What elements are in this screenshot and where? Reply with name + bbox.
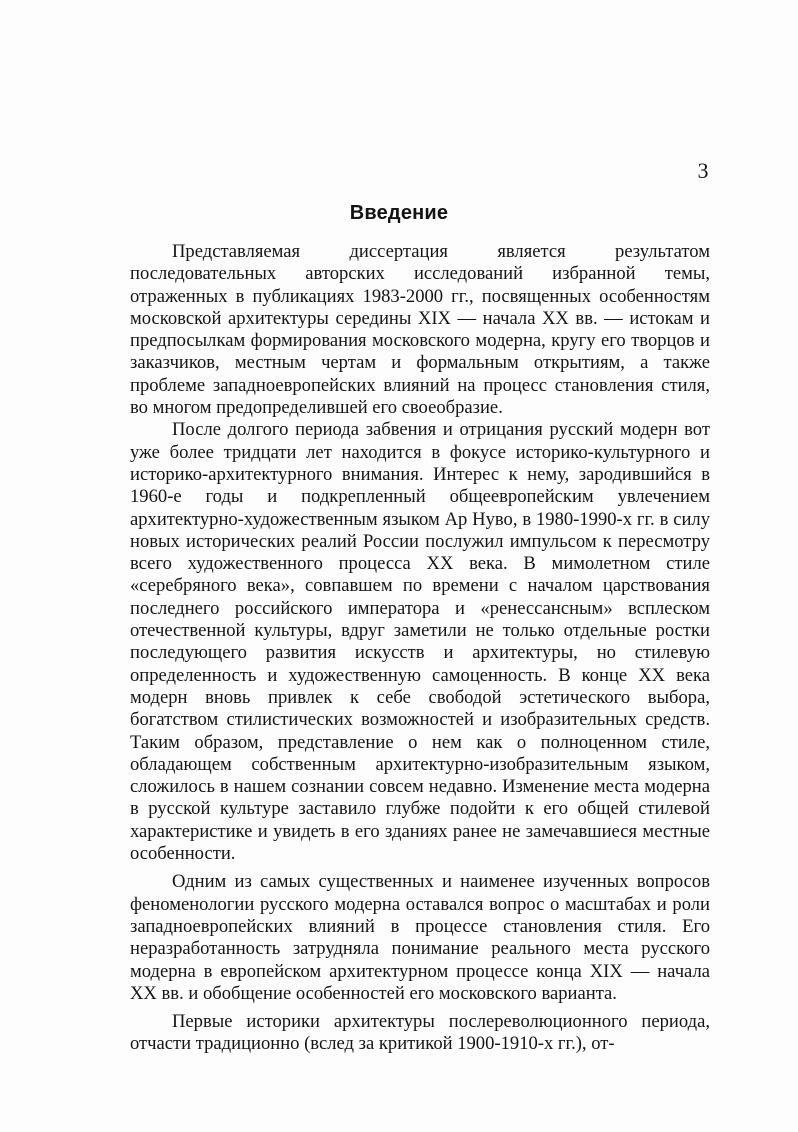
page-title: Введение	[349, 202, 449, 224]
paragraph: Одним из самых существенных и наименее изученных вопросов феноменологии русского модерна оставался вопрос о масштабах и роли западноевропейских влияний в процессе становления стиля. Его неразработанность затрудняла понимание реального места русского модерна в европейском архитектурном процессе конца XIX — начала XX вв. и обобщение особенностей его московского варианта.	[130, 871, 710, 1004]
paragraph: Представляемая диссертация является результатом последовательных авторских исследований избранной темы, отраженных в публикациях 1983-2000 гг., посвященных особенностям московской архитектуры середины XIX — начала XX вв. — истокам и предпосылкам формирования московского модерна, кругу его творцов и заказчиков, местным чертам и формальным открытиям, а также проблеме западноевропейских влияний на процесс становления стиля, во многом предопределившей его своеобразие.	[130, 241, 710, 419]
page-number: 3	[697, 158, 709, 183]
body-text	[130, 241, 710, 1056]
paragraph: Первые историки архитектуры послереволюционного периода, отчасти традиционно (вслед за критикой 1900-1910-х гг.), от-	[130, 1011, 710, 1055]
paragraph: После долгого периода забвения и отрицания русский модерн вот уже более тридцати лет находится в фокусе историко-культурного и историко-архитектурного внимания. Интерес к нему, зародившийся в 1960-е годы и подкрепленный общеевропейским увлечением архитектурно-художественным языком Ар Нуво, в 1980-1990-х гг. в силу новых исторических реалий России послужил импульсом к пересмотру всего художественного процесса XX века. В мимолетном стиле «серебряного века», совпавшем по времени с началом царствования последнего российского императора и «ренессансным» всплеском отечественной культуры, вдруг заметили не только отдельные ростки последующего развития искусств и архитектуры, но стилевую определенность и художественную самоценность. В конце XX века модерн вновь привлек к себе свободой эстетического выбора, богатством стилистических возможностей и изобразительных средств. Таким образом, представление о нем как о полноценном стиле, обладающем собственным архитектурно-изобразительным языком, сложилось в нашем сознании совсем недавно. Изменение места модерна в русской культуре заставило глубже подойти к его общей стилевой характеристике и увидеть в его зданиях ранее не замечавшиеся местные особенности.	[130, 419, 710, 865]
